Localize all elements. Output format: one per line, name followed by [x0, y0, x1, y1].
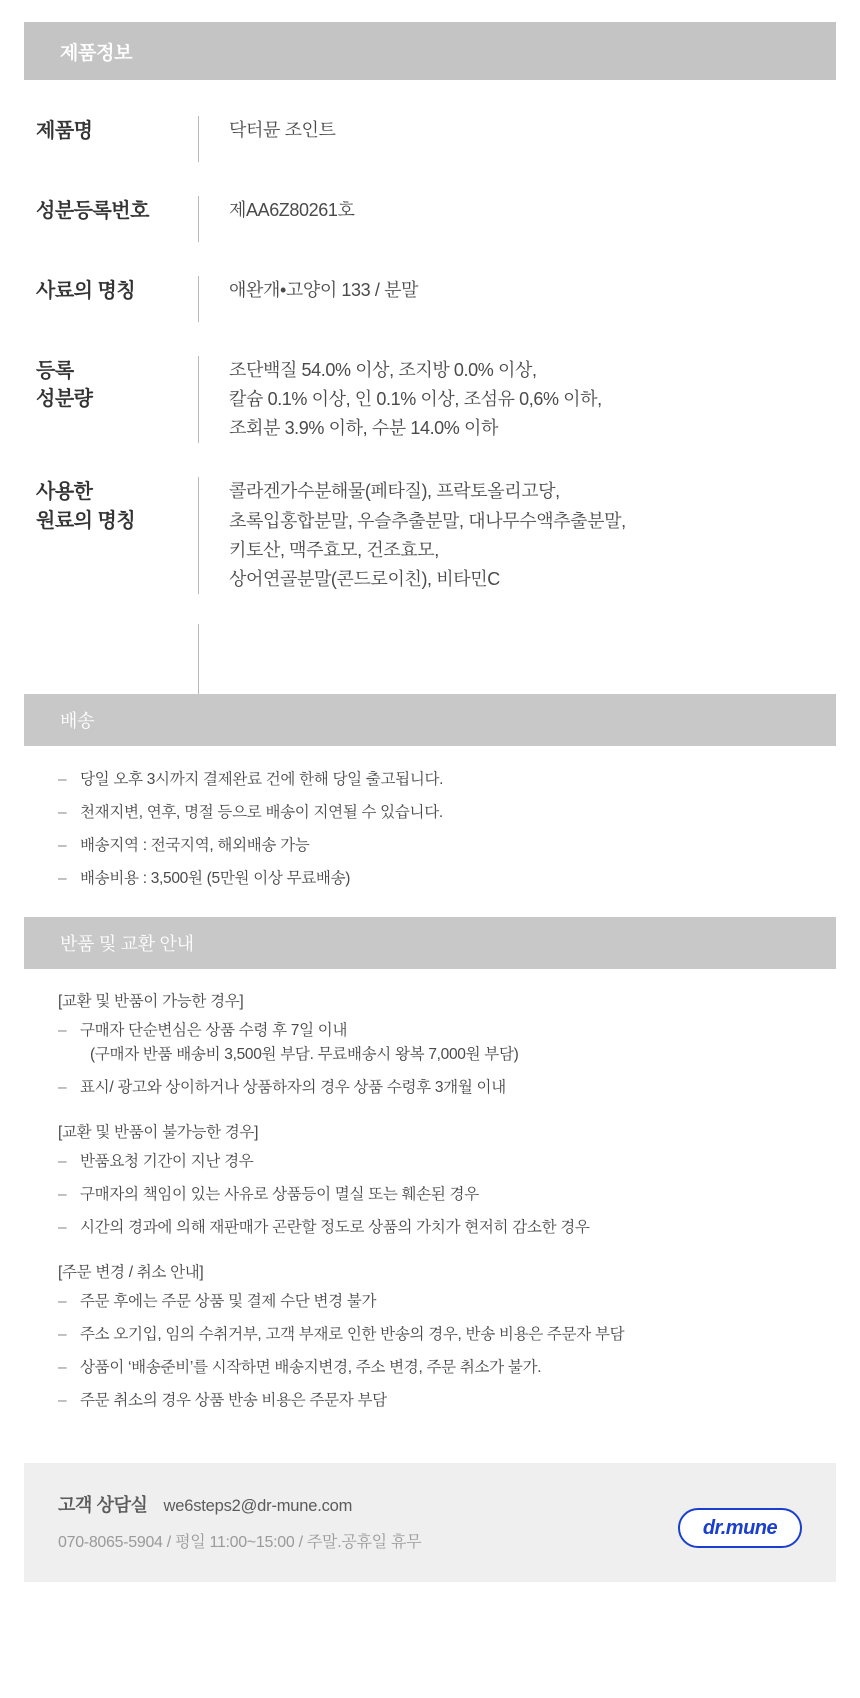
table-row	[36, 477, 836, 594]
row-value	[198, 356, 836, 443]
table-row	[36, 356, 836, 443]
row-label-line1: 제품명	[36, 120, 93, 142]
table-row	[36, 276, 836, 322]
row-value-line: 키토산, 맥주효모, 건조효모,	[229, 539, 439, 560]
brand-logo	[678, 1508, 802, 1548]
list-item-text: 구매자의 책임이 있는 사유로 상품등이 멸실 또는 훼손된 경우	[80, 1186, 479, 1204]
row-value-line: 애완개•고양이 133 / 분말	[229, 280, 419, 300]
list-item-text: 반품요청 기간이 지난 경우	[80, 1153, 254, 1171]
row-value	[198, 276, 836, 322]
row-label	[36, 356, 198, 414]
row-value	[198, 477, 836, 594]
list-item	[58, 1389, 836, 1413]
section-header-product-info	[24, 22, 836, 80]
list-item-text: 당일 오후 3시까지 결제완료 건에 한해 당일 출고됩니다.	[80, 771, 444, 789]
row-value-line: 콜라겐가수분해물(페타질), 프락토올리고당,	[229, 481, 560, 502]
returns-list	[58, 1019, 836, 1100]
row-label	[36, 276, 198, 305]
row-value	[198, 116, 836, 162]
returns-block	[24, 969, 836, 1443]
list-item-text: 시간의 경과에 의해 재판매가 곤란할 정도로 상품의 가치가 현저히 감소한 경우	[80, 1219, 590, 1237]
row-label-line1: 사용한	[36, 481, 93, 504]
shipping-block	[24, 746, 836, 917]
row-value-line: 제AA6Z80261호	[229, 200, 355, 220]
list-item	[58, 1076, 836, 1100]
row-label-line1: 성분등록번호	[36, 200, 149, 222]
returns-group	[58, 1260, 836, 1413]
group-heading: [교환 및 반품이 가능한 경우]	[58, 993, 244, 1011]
list-item	[58, 768, 836, 792]
row-value-line: 칼슘 0.1% 이상, 인 0.1% 이상, 조섬유 0,6% 이하,	[229, 389, 602, 410]
row-label	[36, 196, 198, 225]
list-item	[58, 1216, 836, 1240]
row-value-line: 조단백질 54.0% 이상, 조지방 0.0% 이상,	[229, 360, 537, 380]
brand-logo-text: dr.mune	[702, 1516, 778, 1539]
row-label-line2: 성분량	[36, 388, 93, 411]
returns-group	[58, 1120, 836, 1240]
row-value-line: 조회분 3.9% 이하, 수분 14.0% 이하	[229, 418, 498, 439]
row-label	[36, 116, 198, 145]
list-item	[58, 1150, 836, 1174]
table-divider-tail	[24, 624, 836, 694]
list-item-text: 주소 오기입, 임의 수취거부, 고객 부재로 인한 반송의 경우, 반송 비용은 주문자 부담	[80, 1326, 625, 1344]
list-item-text: 구매자 단순변심은 상품 수령 후 7일 이내	[80, 1022, 348, 1040]
list-item	[58, 801, 836, 825]
footer-hours: 070-8065-5904 / 평일 11:00~15:00 / 주말.공휴일 휴무	[58, 1534, 422, 1552]
group-heading: [교환 및 반품이 불가능한 경우]	[58, 1124, 259, 1142]
footer-label: 고객 상담실	[58, 1495, 148, 1516]
group-heading: [주문 변경 / 취소 안내]	[58, 1264, 204, 1282]
list-item	[58, 1323, 836, 1347]
row-label-line1: 사료의 명칭	[36, 280, 136, 302]
list-item	[58, 867, 836, 891]
row-value-line: 상어연골분말(콘드로이친), 비타민C	[229, 568, 500, 589]
list-item-text: 배송비용 : 3,500원 (5만원 이상 무료배송)	[80, 870, 351, 888]
row-value-line: 닥터뮨 조인트	[229, 120, 336, 140]
footer-email[interactable]: we6steps2@dr-mune.com	[163, 1497, 353, 1516]
list-item-text: 주문 후에는 주문 상품 및 결제 수단 변경 불가	[80, 1293, 377, 1311]
list-item	[58, 1019, 836, 1067]
list-item	[58, 1356, 836, 1380]
row-value	[198, 196, 836, 242]
section-title-product-info: 제품정보	[60, 42, 133, 64]
list-item-subtext: (구매자 반품 배송비 3,500원 부담. 무료배송시 왕복 7,000원 부담)	[90, 1046, 519, 1064]
returns-list	[58, 1150, 836, 1240]
section-header-returns	[24, 917, 836, 969]
shipping-list	[58, 768, 836, 891]
list-item	[58, 1183, 836, 1207]
list-item-text: 배송지역 : 전국지역, 해외배송 가능	[80, 837, 310, 855]
list-item-text: 상품이 ‘배송준비’를 시작하면 배송지변경, 주소 변경, 주문 취소가 불가.	[80, 1359, 542, 1377]
list-item-text: 주문 취소의 경우 상품 반송 비용은 주문자 부담	[80, 1392, 387, 1410]
section-title-returns: 반품 및 교환 안내	[60, 934, 194, 955]
vertical-rule	[198, 624, 199, 694]
row-value-line: 초록입홍합분말, 우슬추출분말, 대나무수액추출분말,	[229, 510, 626, 531]
section-header-shipping	[24, 694, 836, 746]
row-label-line2: 원료의 명칭	[36, 509, 136, 532]
section-title-shipping: 배송	[60, 711, 95, 732]
row-label	[36, 477, 198, 535]
list-item	[58, 1290, 836, 1314]
customer-service-footer	[24, 1463, 836, 1582]
returns-list	[58, 1290, 836, 1413]
table-row	[36, 116, 836, 162]
list-item-text: 천재지변, 연후, 명절 등으로 배송이 지연될 수 있습니다.	[80, 804, 443, 822]
row-label-line1: 등록	[36, 360, 74, 382]
list-item-text: 표시/ 광고와 상이하거나 상품하자의 경우 상품 수령후 3개월 이내	[80, 1079, 506, 1097]
table-row	[36, 196, 836, 242]
list-item	[58, 834, 836, 858]
returns-group	[58, 989, 836, 1100]
product-info-table	[24, 80, 836, 624]
